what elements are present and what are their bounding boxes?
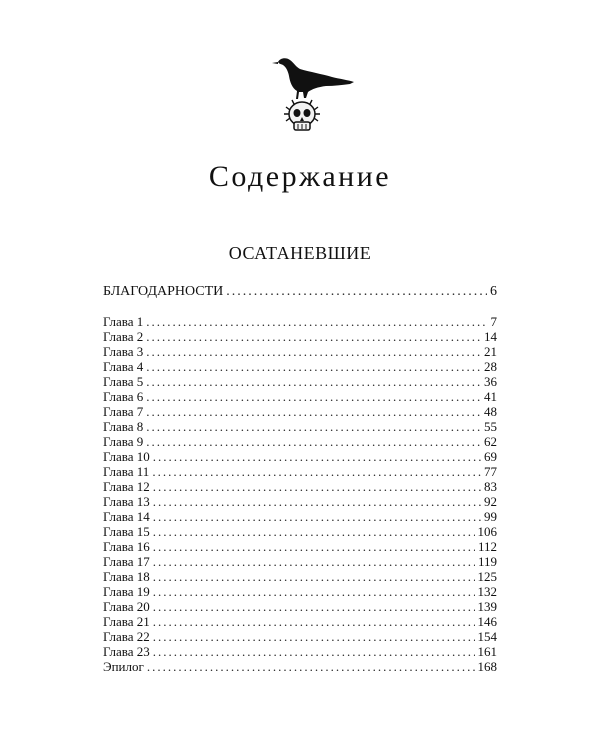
toc-entry-page: 112 bbox=[477, 539, 497, 554]
toc-entry[interactable] bbox=[103, 554, 497, 569]
toc-entry-page: 168 bbox=[477, 659, 497, 674]
toc-entry[interactable] bbox=[103, 569, 497, 584]
dot-leader bbox=[147, 659, 475, 674]
toc-entry-page: 119 bbox=[477, 554, 497, 569]
toc-entry-label: Глава 14 bbox=[103, 509, 150, 524]
toc-entry-label: Глава 1 bbox=[103, 314, 144, 329]
toc-entry-page: 77 bbox=[484, 464, 497, 479]
toc-entry[interactable] bbox=[103, 434, 497, 449]
dot-leader bbox=[146, 344, 481, 359]
toc-entry-label: БЛАГОДАРНОСТИ bbox=[103, 284, 224, 299]
toc-entry[interactable] bbox=[103, 449, 497, 464]
toc-entry[interactable] bbox=[103, 419, 497, 434]
dot-leader bbox=[146, 314, 487, 329]
toc-entry-page: 62 bbox=[484, 434, 497, 449]
toc-entry-page: 14 bbox=[484, 329, 497, 344]
toc-entry-page: 154 bbox=[477, 629, 497, 644]
page-title: Содержание bbox=[208, 160, 392, 193]
dot-leader bbox=[153, 449, 481, 464]
toc-entry-page: 41 bbox=[484, 389, 497, 404]
toc-entry[interactable] bbox=[103, 524, 497, 539]
dot-leader bbox=[153, 479, 481, 494]
toc-entry[interactable] bbox=[103, 344, 497, 359]
toc-entry[interactable] bbox=[103, 479, 497, 494]
dot-leader bbox=[153, 599, 475, 614]
toc-entry-label: Глава 10 bbox=[103, 449, 150, 464]
toc-entry-page: 6 bbox=[490, 284, 497, 299]
dot-leader bbox=[153, 524, 475, 539]
toc-entry[interactable] bbox=[103, 404, 497, 419]
dot-leader bbox=[146, 359, 481, 374]
toc-entry[interactable] bbox=[103, 599, 497, 614]
toc-entry[interactable] bbox=[103, 629, 497, 644]
dot-leader bbox=[153, 584, 475, 599]
toc-entry-label: Глава 7 bbox=[103, 404, 144, 419]
toc-entry[interactable] bbox=[103, 494, 497, 509]
toc-entry-label: Глава 4 bbox=[103, 359, 144, 374]
dot-leader bbox=[153, 554, 475, 569]
toc-entry-label: Глава 2 bbox=[103, 329, 144, 344]
toc-entry-label: Глава 6 bbox=[103, 389, 144, 404]
toc-entry-page: 28 bbox=[484, 359, 497, 374]
toc-entry-page: 83 bbox=[484, 479, 497, 494]
toc-entry-page: 55 bbox=[484, 419, 497, 434]
toc-entry-label: Глава 17 bbox=[103, 554, 150, 569]
toc-entry-page: 125 bbox=[477, 569, 497, 584]
toc-entry-label: Глава 22 bbox=[103, 629, 150, 644]
toc-entry-label: Глава 8 bbox=[103, 419, 144, 434]
dot-leader bbox=[146, 389, 481, 404]
toc-entry-label: Глава 13 bbox=[103, 494, 150, 509]
dot-leader bbox=[153, 644, 475, 659]
toc-entry[interactable] bbox=[103, 509, 497, 524]
dot-leader bbox=[152, 464, 481, 479]
toc-entry[interactable] bbox=[103, 374, 497, 389]
toc-entry-page: 92 bbox=[484, 494, 497, 509]
dot-leader bbox=[153, 494, 481, 509]
toc-entry-label: Глава 19 bbox=[103, 584, 150, 599]
toc-entry-page: 132 bbox=[477, 584, 497, 599]
toc-entry-page: 69 bbox=[484, 449, 497, 464]
toc-entry-label: Глава 20 bbox=[103, 599, 150, 614]
toc-entry-label: Глава 12 bbox=[103, 479, 150, 494]
dot-leader bbox=[153, 629, 475, 644]
dot-leader bbox=[153, 509, 481, 524]
toc-entry-label: Эпилог bbox=[103, 659, 144, 674]
toc-entry-page: 48 bbox=[484, 404, 497, 419]
book-title: ОСАТАНЕВШИЕ bbox=[228, 243, 372, 263]
toc-entry[interactable] bbox=[103, 359, 497, 374]
toc-entry-page: 161 bbox=[477, 644, 497, 659]
toc-entry-page: 139 bbox=[477, 599, 497, 614]
toc-entry[interactable] bbox=[103, 389, 497, 404]
toc-entry-label: Глава 15 bbox=[103, 524, 150, 539]
toc-entry[interactable] bbox=[103, 659, 497, 674]
toc-entry[interactable] bbox=[103, 314, 497, 329]
toc-entry[interactable] bbox=[103, 539, 497, 554]
toc-entry-label: Глава 5 bbox=[103, 374, 144, 389]
toc-entry-page: 99 bbox=[484, 509, 497, 524]
toc-entry-label: Глава 23 bbox=[103, 644, 150, 659]
toc-entry-page: 7 bbox=[490, 314, 497, 329]
dot-leader bbox=[146, 374, 481, 389]
dot-leader bbox=[153, 569, 475, 584]
toc-entry-page: 36 bbox=[484, 374, 497, 389]
toc-entry-label: Глава 16 bbox=[103, 539, 150, 554]
toc-entry-label: Глава 9 bbox=[103, 434, 144, 449]
toc-entry-label: Глава 18 bbox=[103, 569, 150, 584]
toc-entry[interactable] bbox=[103, 464, 497, 479]
toc-entry-label: Глава 3 bbox=[103, 344, 144, 359]
toc-entry[interactable] bbox=[103, 329, 497, 344]
toc-entry-page: 21 bbox=[484, 344, 497, 359]
dot-leader bbox=[146, 434, 481, 449]
toc-entry[interactable] bbox=[103, 644, 497, 659]
dot-leader bbox=[153, 614, 475, 629]
dot-leader bbox=[146, 404, 481, 419]
dot-leader bbox=[146, 419, 481, 434]
toc-entry-page: 146 bbox=[477, 614, 497, 629]
toc-entry-label: Глава 11 bbox=[103, 464, 150, 479]
toc-entry[interactable] bbox=[103, 584, 497, 599]
dot-leader bbox=[146, 329, 481, 344]
toc-entry[interactable] bbox=[103, 614, 497, 629]
toc-entry-label: Глава 21 bbox=[103, 614, 150, 629]
dot-leader bbox=[153, 539, 475, 554]
toc-entry-page: 106 bbox=[477, 524, 497, 539]
